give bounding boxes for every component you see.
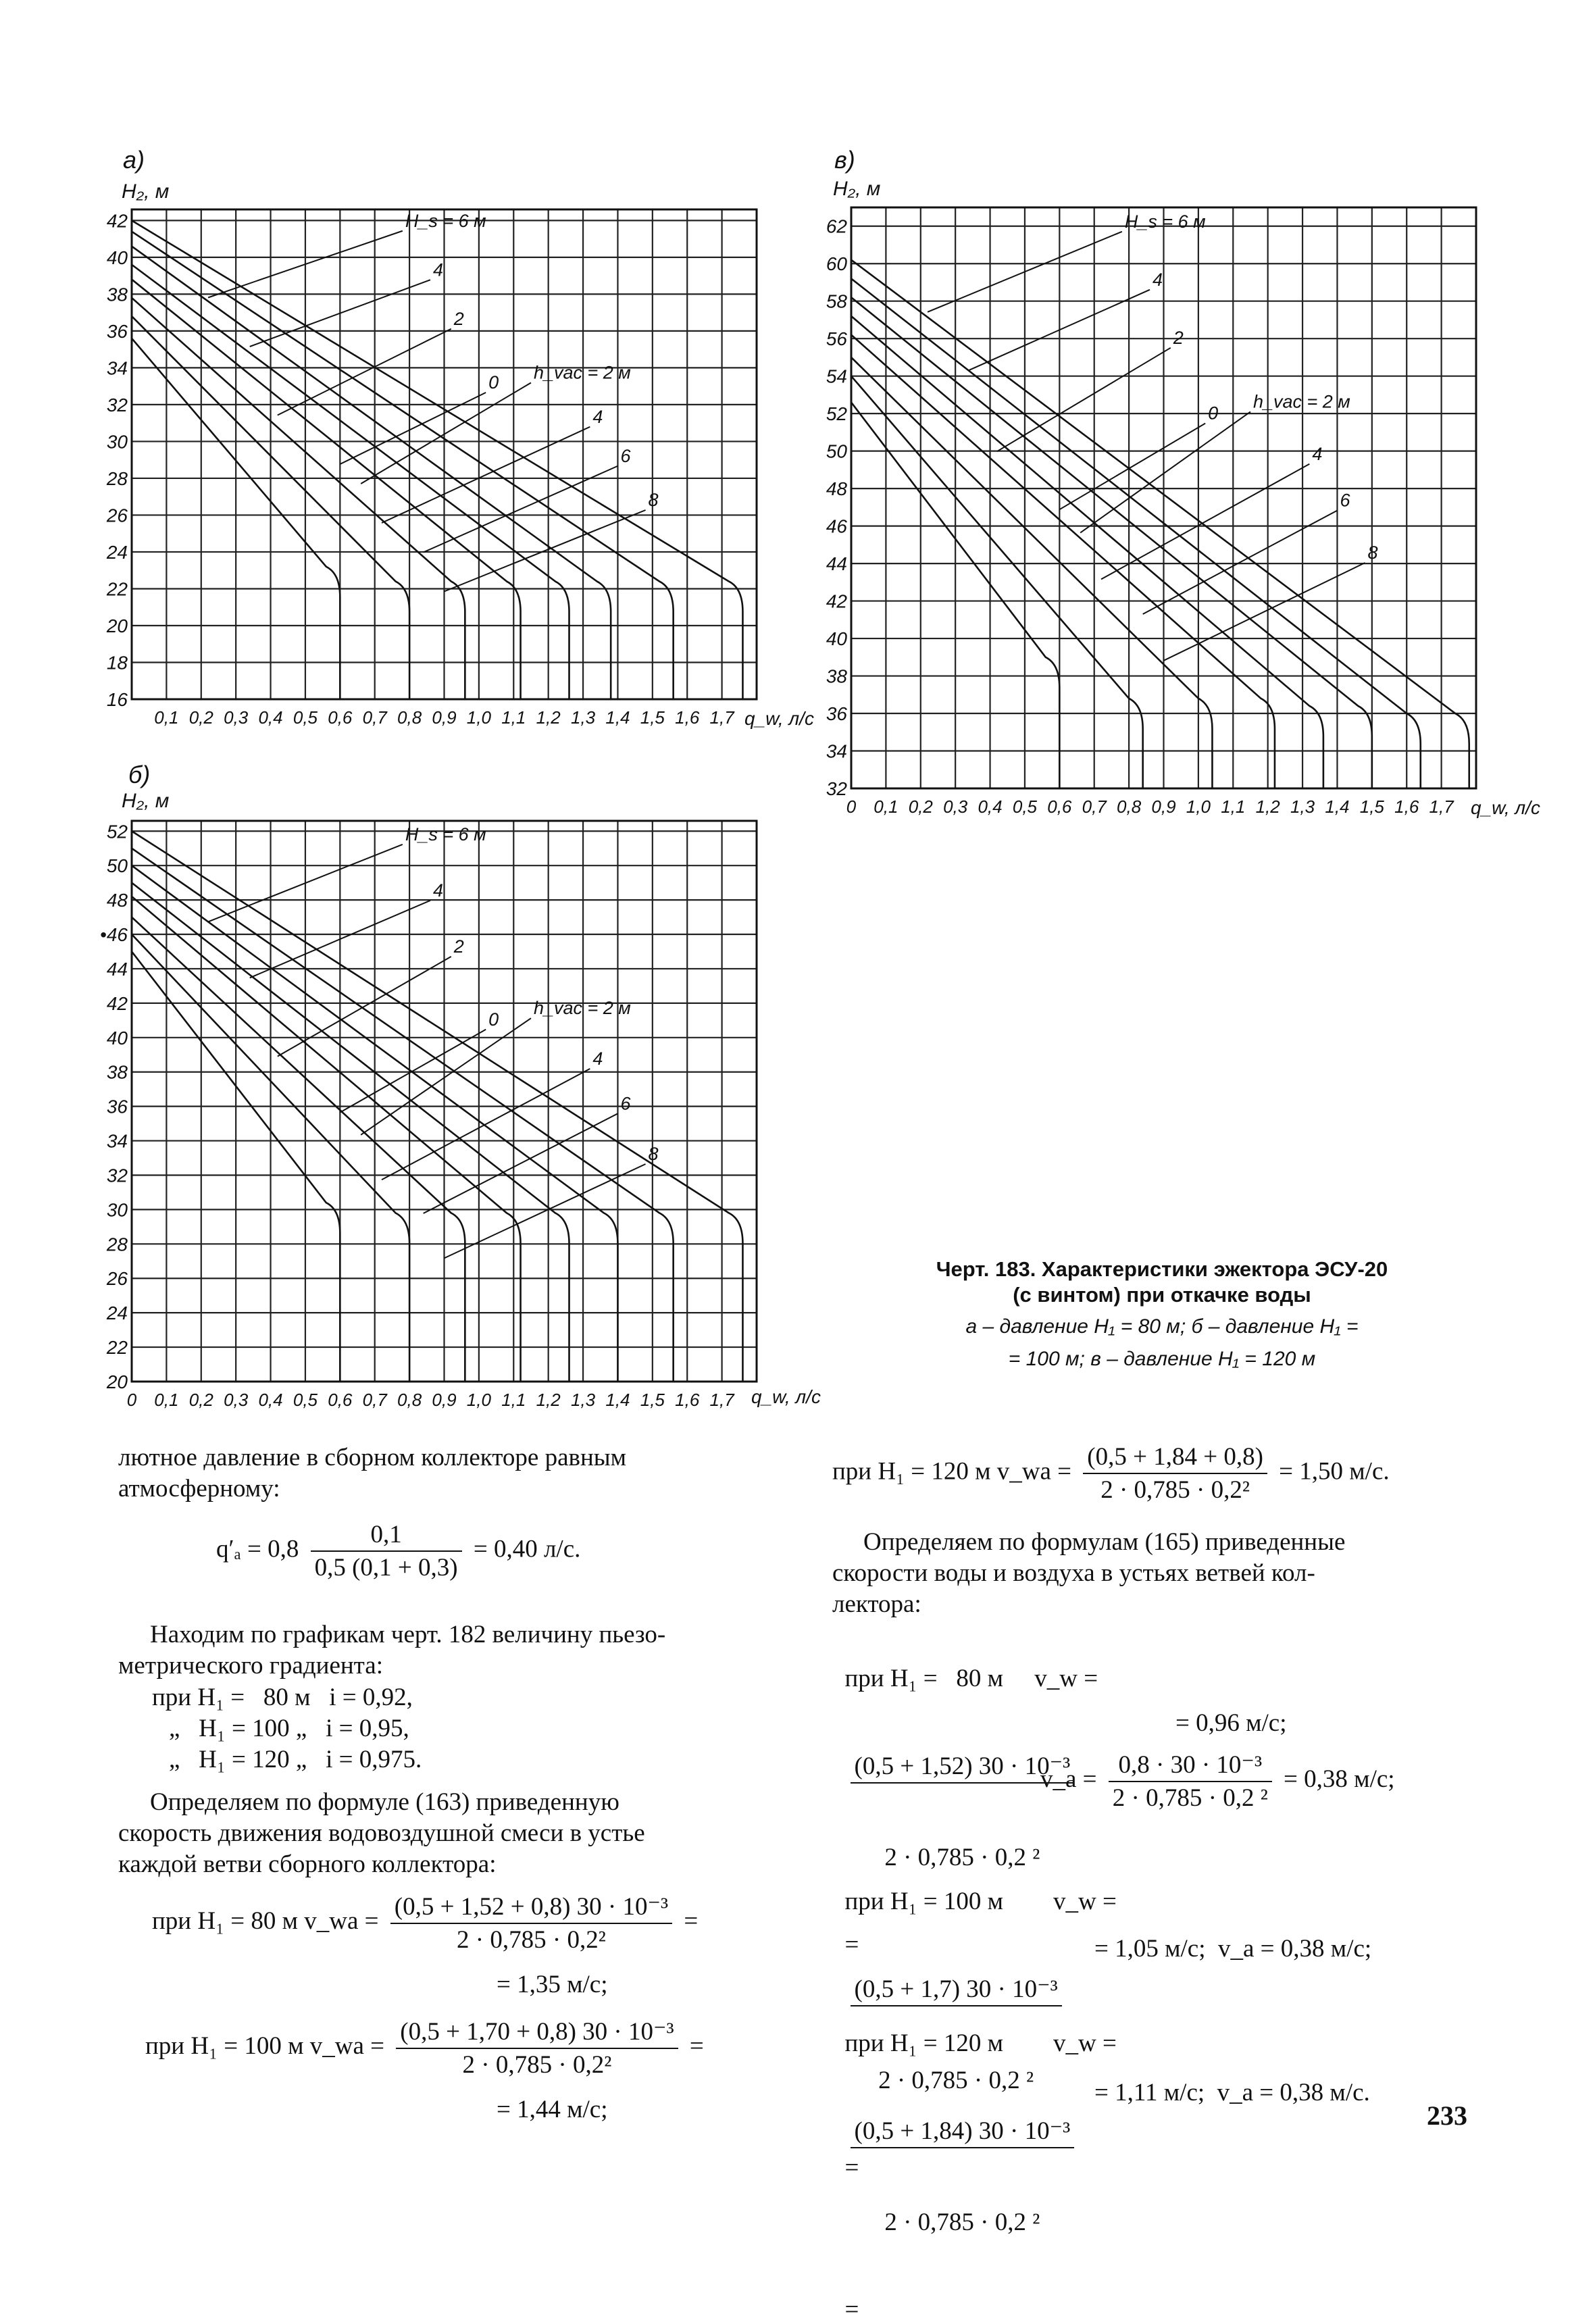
- formula-vw-120-lhs: при H₁ = 120 м v_w =: [844, 2029, 1117, 2057]
- curve-b-6: [132, 849, 674, 1382]
- leader-line-hvac-b: [361, 1018, 531, 1135]
- grid-b: [132, 821, 757, 1382]
- leader-line-hs-b: [278, 957, 451, 1057]
- curve-label-hs-v: H_s = 6 м: [1124, 211, 1206, 232]
- curve-label-hvac-a: 6: [620, 445, 631, 466]
- curve-label-hvac-v: 6: [1340, 490, 1350, 511]
- y-tick-label-b: 20: [106, 1371, 128, 1392]
- formula-vwa-80-denominator: 2 · 0,785 · 0,2²: [457, 1926, 606, 1954]
- leader-line-hvac-v: [1164, 563, 1365, 661]
- formula-qa-rhs: = 0,40 л/с.: [473, 1535, 581, 1563]
- formula-vw-120-numerator: (0,5 + 1,84) 30 · 10⁻³: [851, 2116, 1075, 2148]
- gradient-row-80: при H₁ = 80 м i = 0,92,: [152, 1684, 413, 1711]
- curve-label-hvac-b: 4: [592, 1048, 603, 1069]
- x-tick-label-v: 1,3: [1290, 797, 1315, 817]
- formula-vw-120-fraction: [851, 2058, 1075, 2295]
- formula-vwa-80: [152, 1892, 698, 1954]
- y-tick-label-a: 32: [106, 394, 128, 415]
- formula-va-80-numerator: 0,8 · 30 · 10⁻³: [1109, 1750, 1272, 1782]
- curve-a-4: [132, 265, 569, 699]
- formula-va-80: [1040, 1750, 1395, 1813]
- x-tick-label-a: 0,9: [432, 707, 457, 728]
- paragraph-3-line-3: каждой ветви сборного коллектора:: [118, 1850, 497, 1878]
- x-tick-label-b: 1,6: [675, 1390, 700, 1410]
- y-tick-label-b: 40: [106, 1027, 128, 1049]
- y-tick-label-b: 52: [106, 821, 128, 842]
- y-tick-label-b: 36: [106, 1096, 128, 1117]
- formula-vw-80-lhs: при H₁ = 80 м v_w =: [844, 1665, 1098, 1692]
- y-tick-label-a: 36: [106, 320, 128, 342]
- formula-va-80-fraction: [1109, 1750, 1272, 1813]
- x-tick-label-a: 0,7: [362, 707, 387, 728]
- x-tick-label-b: 1,1: [501, 1390, 526, 1410]
- y-tick-label-v: 36: [826, 703, 847, 725]
- curve-label-hvac-b: 6: [620, 1093, 631, 1114]
- x-tick-label-b: 0,9: [432, 1390, 457, 1410]
- x-tick-label-v: 0,8: [1117, 797, 1142, 817]
- x-tick-label-b: 0: [126, 1390, 137, 1410]
- curve-v-4: [851, 316, 1323, 788]
- y-tick-label-a: 20: [106, 615, 128, 636]
- y-tick-label-b: 42: [106, 992, 128, 1014]
- x-tick-label-b: 0,3: [224, 1390, 249, 1410]
- x-tick-label-a: 1,5: [640, 707, 665, 728]
- grid-v: [851, 207, 1476, 788]
- formula-vw-120: [832, 2000, 1117, 2324]
- formula-qa-lhs: q′ₐ = 0,8: [216, 1535, 299, 1563]
- curve-label-hs-a: H_s = 6 м: [405, 210, 486, 231]
- x-tick-label-a: 0,2: [188, 707, 213, 728]
- y-tick-label-v: 44: [826, 553, 847, 575]
- y-tick-label-b: 48: [106, 890, 128, 911]
- paragraph-1-line-2: атмосферному:: [118, 1475, 280, 1502]
- leader-line-hvac-a: [445, 510, 646, 592]
- x-tick-label-a: 0,4: [258, 707, 283, 728]
- page-number: 233: [1427, 2100, 1467, 2131]
- x-tick-label-v: 1,7: [1429, 797, 1454, 817]
- formula-vwa-80-equals: =: [684, 1906, 699, 1935]
- curve-b-4: [132, 883, 569, 1382]
- x-tick-label-v: 1,4: [1325, 797, 1350, 817]
- y-tick-label-b: 26: [106, 1268, 128, 1290]
- formula-va-80-result: = 0,38 м/с;: [1284, 1765, 1395, 1793]
- formula-vwa-120: [832, 1442, 1390, 1505]
- formula-vwa-100: [145, 2017, 704, 2079]
- x-tick-label-v: 0,3: [943, 797, 968, 817]
- y-axis-label-a: H₂, м: [122, 180, 170, 203]
- formula-vwa-100-lhs: при H₁ = 100 м v_wa =: [145, 2031, 385, 2060]
- curve-label-hs-b: 2: [453, 936, 464, 957]
- paragraph-2-line-1: Находим по графикам черт. 182 величину пьезо-: [150, 1621, 666, 1648]
- curve-label-hvac-a: h_vac = 2 м: [533, 362, 631, 383]
- x-tick-label-a: 0,5: [293, 707, 318, 728]
- x-tick-label-a: 0,3: [224, 707, 249, 728]
- chart-b: [100, 760, 821, 1422]
- chart-v: [821, 145, 1540, 828]
- x-tick-label-b: 0,7: [362, 1390, 387, 1410]
- x-tick-label-a: 0,1: [154, 707, 179, 728]
- x-axis-label-b: q_w, л/с: [751, 1386, 821, 1407]
- curve-label-hvac-a: 8: [648, 490, 659, 510]
- curve-label-hvac-v: h_vac = 2 м: [1252, 391, 1350, 412]
- formula-vw-100-equals: =: [844, 2154, 859, 2181]
- y-tick-label-v: 54: [826, 365, 847, 387]
- y-tick-label-v: 58: [826, 290, 847, 312]
- formula-vwa-80-numerator: (0,5 + 1,52 + 0,8) 30 · 10⁻³: [390, 1892, 672, 1924]
- y-tick-label-a: 42: [106, 210, 128, 232]
- paragraph-3-line-2: скорость движения водовоздушной смеси в устье: [118, 1819, 645, 1847]
- paragraph-4-line-2: скорости воды и воздуха в устьях ветвей кол-: [832, 1559, 1315, 1587]
- chart-a: [101, 145, 817, 753]
- y-tick-label-b: 24: [106, 1303, 128, 1324]
- x-axis-label-v: q_w, л/с: [1471, 797, 1540, 818]
- curve-label-hs-b: H_s = 6 м: [405, 824, 486, 844]
- y-tick-label-v: 46: [826, 515, 847, 537]
- y-tick-label-a: 18: [106, 652, 128, 674]
- y-tick-label-b: 34: [106, 1130, 128, 1152]
- leader-line-hvac-a: [361, 383, 531, 484]
- x-tick-label-v: 1,6: [1394, 797, 1419, 817]
- y-tick-label-a: 38: [106, 284, 128, 305]
- y-tick-label-b: 32: [106, 1165, 128, 1186]
- x-tick-label-b: 1,7: [709, 1390, 734, 1410]
- formula-qa-denominator: 0,5 (0,1 + 0,3): [314, 1554, 458, 1582]
- paragraph-4-line-3: лектора:: [832, 1590, 921, 1618]
- grid-a: [132, 209, 757, 699]
- curve-label-hvac-b: h_vac = 2 м: [533, 998, 631, 1019]
- formula-qa-numerator: 0,1: [311, 1520, 462, 1552]
- x-tick-label-b: 0,1: [154, 1390, 179, 1410]
- formula-vwa-120-lhs: при H₁ = 120 м v_wa =: [832, 1457, 1072, 1486]
- formula-vw-80-denominator: 2 · 0,785 · 0,2 ²: [884, 1844, 1040, 1871]
- formula-va-80-lhs: v_a =: [1040, 1765, 1097, 1793]
- formula-vw-80-equals: =: [844, 1931, 859, 1959]
- x-tick-label-a: 1,0: [466, 707, 491, 728]
- x-tick-label-b: 1,3: [570, 1390, 596, 1410]
- y-tick-label-b: 30: [106, 1199, 128, 1221]
- curve-label-hvac-a: 4: [592, 406, 603, 427]
- caption-legend-line-1: а – давление H₁ = 80 м; б – давление H₁ =: [965, 1315, 1359, 1338]
- curve-a-2: [132, 298, 465, 699]
- formula-vw-120-equals: =: [844, 2296, 859, 2323]
- y-tick-label-b: 50: [106, 855, 128, 877]
- curve-label-hs-v: 0: [1208, 403, 1219, 424]
- formula-vw-100-lhs: при H₁ = 100 м v_w =: [844, 1888, 1117, 1915]
- y-tick-label-v: 48: [826, 478, 847, 500]
- y-tick-label-b: 44: [106, 958, 128, 980]
- y-axis-label-v: H₂, м: [833, 178, 881, 200]
- formula-qa: [216, 1520, 580, 1582]
- x-axis-label-a: q_w, л/с: [744, 708, 814, 729]
- x-tick-label-v: 0: [846, 797, 857, 817]
- x-tick-label-a: 0,8: [397, 707, 422, 728]
- curve-label-hs-v: 2: [1173, 327, 1184, 348]
- x-tick-label-a: 1,7: [709, 707, 734, 728]
- y-tick-label-a: 22: [106, 578, 128, 600]
- y-tick-label-v: 52: [826, 403, 847, 425]
- leader-line-hs-v: [997, 348, 1171, 451]
- curve-labels-b: [208, 824, 659, 1259]
- formula-vw-100-result: = 1,05 м/с; v_a = 0,38 м/с;: [1094, 1935, 1372, 1963]
- paragraph-4-line-1: Определяем по формулам (165) приведенные: [863, 1528, 1346, 1556]
- formula-vwa-120-denominator: 2 · 0,785 · 0,2²: [1100, 1476, 1250, 1504]
- x-tick-label-v: 0,2: [908, 797, 933, 817]
- x-tick-label-a: 0,6: [328, 707, 353, 728]
- y-tick-label-b: 22: [106, 1337, 128, 1359]
- x-tick-label-v: 1,1: [1221, 797, 1246, 817]
- x-tick-label-b: 0,2: [188, 1390, 213, 1410]
- curve-v-5: [851, 297, 1372, 788]
- leader-line-hs-v: [1059, 424, 1205, 510]
- formula-vw-100-denominator: 2 · 0,785 · 0,2 ²: [878, 2067, 1034, 2094]
- y-tick-label-b: •46: [100, 924, 128, 946]
- panel-label-b: б): [128, 761, 151, 788]
- y-tick-label-v: 34: [826, 740, 847, 762]
- gradient-row-100: „ H₁ = 100 „ i = 0,95,: [169, 1715, 409, 1742]
- x-tick-label-b: 1,2: [536, 1390, 561, 1410]
- x-tick-label-b: 1,4: [605, 1390, 630, 1410]
- caption-title-line-2: (с винтом) при откачке воды: [1013, 1283, 1311, 1307]
- caption-legend-line-2: = 100 м; в – давление H₁ = 120 м: [1008, 1348, 1316, 1370]
- y-tick-label-v: 42: [826, 590, 847, 612]
- x-tick-label-a: 1,6: [675, 707, 700, 728]
- formula-vwa-120-result: = 1,50 м/с.: [1279, 1457, 1390, 1486]
- y-tick-label-a: 30: [106, 431, 128, 453]
- formula-vwa-100-fraction: [396, 2017, 678, 2079]
- y-tick-label-a: 28: [106, 468, 128, 489]
- curve-a-3: [132, 280, 521, 699]
- formula-vwa-80-lhs: при H₁ = 80 м v_wa =: [152, 1906, 379, 1935]
- x-tick-label-b: 1,5: [640, 1390, 665, 1410]
- x-tick-label-a: 1,2: [536, 707, 561, 728]
- y-axis-label-b: H₂, м: [122, 790, 170, 812]
- x-tick-label-v: 0,1: [874, 797, 898, 817]
- x-tick-label-v: 1,5: [1359, 797, 1384, 817]
- curve-v-1: [851, 376, 1143, 788]
- x-tick-label-v: 0,6: [1047, 797, 1072, 817]
- y-tick-label-v: 38: [826, 665, 847, 687]
- paragraph-3-line-1: Определяем по формуле (163) приведенную: [150, 1788, 619, 1816]
- y-tick-label-v: 56: [826, 328, 847, 350]
- x-tick-label-b: 0,8: [397, 1390, 422, 1410]
- formula-qa-fraction: [311, 1520, 462, 1582]
- curve-label-hs-a: 0: [488, 372, 499, 393]
- figure-caption: [878, 1257, 1446, 1373]
- panel-label-v: в): [834, 146, 855, 174]
- leader-line-hvac-v: [1101, 464, 1309, 580]
- x-tick-label-b: 0,4: [258, 1390, 283, 1410]
- paragraph-1-line-1: лютное давление в сборном коллекторе равным: [118, 1444, 627, 1471]
- curve-labels-a: [208, 211, 659, 592]
- y-tick-label-a: 24: [106, 541, 128, 563]
- x-tick-label-v: 1,2: [1255, 797, 1280, 817]
- caption-title-line-1: Черт. 183. Характеристики эжектора ЭСУ-20: [936, 1257, 1388, 1281]
- formula-vwa-120-fraction: [1083, 1442, 1267, 1505]
- formula-vwa-100-denominator: 2 · 0,785 · 0,2²: [462, 2051, 612, 2079]
- formula-vwa-120-numerator: (0,5 + 1,84 + 0,8): [1083, 1442, 1267, 1474]
- formula-vwa-100-equals: =: [689, 2031, 704, 2060]
- x-tick-label-v: 1,0: [1186, 797, 1211, 817]
- formula-vwa-80-fraction: [390, 1892, 672, 1954]
- curve-label-hvac-b: 8: [648, 1144, 659, 1164]
- curve-label-hvac-v: 8: [1367, 542, 1378, 563]
- curve-label-hs-a: 2: [453, 308, 464, 329]
- curve-a-6: [132, 232, 674, 699]
- formula-vwa-80-result: = 1,35 м/с;: [497, 1971, 608, 1998]
- formula-vwa-100-result: = 1,44 м/с;: [497, 2096, 608, 2123]
- curve-labels-v: [928, 211, 1378, 661]
- x-tick-label-v: 0,7: [1082, 797, 1107, 817]
- x-tick-label-b: 0,6: [328, 1390, 353, 1410]
- curve-label-hs-v: 4: [1152, 269, 1163, 290]
- y-tick-label-v: 60: [826, 253, 847, 275]
- y-tick-label-v: 50: [826, 440, 847, 462]
- y-tick-label-v: 62: [826, 216, 847, 237]
- leader-line-hvac-v: [1080, 411, 1250, 532]
- y-tick-label-a: 26: [106, 505, 128, 526]
- formula-va-80-denominator: 2 · 0,785 · 0,2 ²: [1112, 1784, 1268, 1812]
- gradient-row-120: „ H₁ = 120 „ i = 0,975.: [169, 1746, 422, 1773]
- x-tick-label-a: 1,1: [501, 707, 526, 728]
- curve-label-hs-a: 4: [432, 259, 443, 280]
- y-tick-label-a: 16: [106, 689, 128, 710]
- y-tick-label-v: 32: [826, 778, 847, 799]
- y-tick-label-b: 28: [106, 1234, 128, 1255]
- y-tick-label-b: 38: [106, 1061, 128, 1083]
- curve-label-hs-b: 4: [432, 880, 443, 901]
- x-tick-label-a: 1,4: [605, 707, 630, 728]
- leader-line-hvac-b: [382, 1069, 590, 1180]
- y-tick-label-a: 34: [106, 357, 128, 379]
- x-tick-label-v: 0,4: [978, 797, 1003, 817]
- curve-v-2: [851, 357, 1212, 788]
- x-tick-label-v: 0,9: [1151, 797, 1176, 817]
- x-tick-label-a: 1,3: [570, 707, 596, 728]
- paragraph-2-line-2: метрического градиента:: [118, 1652, 384, 1679]
- leader-line-hs-a: [278, 329, 451, 415]
- curve-v-6: [851, 278, 1421, 788]
- panel-label-a: а): [123, 146, 145, 174]
- y-tick-label-v: 40: [826, 628, 847, 650]
- formula-vw-100-numerator: (0,5 + 1,7) 30 · 10⁻³: [851, 1974, 1062, 2006]
- formula-vwa-100-numerator: (0,5 + 1,70 + 0,8) 30 · 10⁻³: [396, 2017, 678, 2049]
- formula-vw-120-result: = 1,11 м/с; v_a = 0,38 м/с.: [1094, 2079, 1370, 2106]
- y-tick-label-a: 40: [106, 247, 128, 268]
- x-tick-label-b: 0,5: [293, 1390, 318, 1410]
- curve-label-hs-b: 0: [488, 1009, 499, 1030]
- x-tick-label-v: 0,5: [1012, 797, 1038, 817]
- curve-label-hvac-v: 4: [1312, 443, 1323, 464]
- formula-vw-80-numerator: (0,5 + 1,52) 30 · 10⁻³: [851, 1751, 1075, 1784]
- formula-vw-120-denominator: 2 · 0,785 · 0,2 ²: [884, 2208, 1040, 2236]
- x-tick-label-b: 1,0: [466, 1390, 491, 1410]
- formula-vw-80-result: = 0,96 м/с;: [1175, 1709, 1287, 1737]
